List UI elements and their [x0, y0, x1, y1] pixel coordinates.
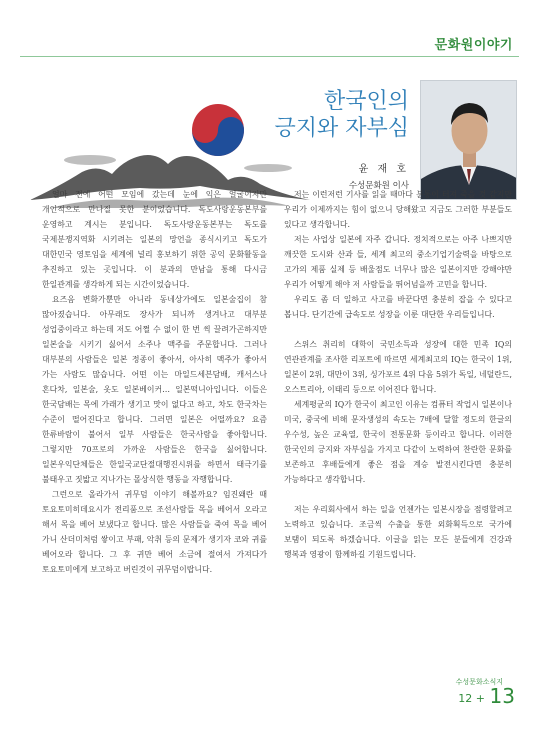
page-range: 12 +	[458, 692, 485, 705]
body-column-left	[42, 187, 267, 577]
page-number: 13	[489, 684, 515, 708]
title-line-1: 한국인의	[323, 89, 409, 114]
magazine-name: 수성문화소식지	[455, 678, 503, 686]
body-paragraph: 그런으로 올라가서 귀무덤 이야기 해볼까요? 임진왜란 때 토요토미히데요시가 전리품으로 조선사람들 목을 베어서 오라고 해서 목을 베어 보냈다고 합니다. 많은 사람들을 죽여 목을 베어 가니 산더미처럼 쌓이고 부패, 악취 등의 문제가 생기자 코와 귀를 베어오라 합니다. 그 후 귀만 베어 소금에 절여서 가져다가 토요토미에게 보고하고 버린것이 귀무덤이랍니다.	[42, 490, 267, 574]
body-paragraph: 저는 우리회사에서 하는 일을 언젠가는 일본시장을 점령할려고 노력하고 있습니다. 조금씩 수출을 통한 외화획득으로 국가에 보탬이 되도록 하겠습니다. 이글을 읽는 모든 분들에게 건강과 행복과 영광이 함께하길 기원드립니다.	[284, 505, 512, 559]
taegeuk-icon	[192, 104, 244, 156]
section-label: 문화원이야기	[434, 38, 513, 53]
body-paragraph: 얼마 전에 어떤 모임에 갔는데 눈에 익은 얼굴이지만 개인적으로 만나질 못한 분이었습니다. 독도사랑운동본부를 운영하고 계시는 분입니다. 독도사랑운동본부는 독도를 국제분쟁지역화 시키려는 일본의 망언을 종식시키고 독도가 대한민국 영토임을 세계에 널리 홍보하기 위한 공익 문화활동을 추진하고 있는 곳입니다. 이 분과의 만남을 통해 다시금 한일관계를 생각하게 되는 시간이었습니다.	[42, 190, 267, 289]
body-paragraph: 요즈음 변화가뿐만 아니라 동네상가에도 일본술집이 참 많아졌습니다. 아무래도 장사가 되니까 생겨나고 대부분 성업중이라고 하는데 저도 어쩔 수 없이 한 번 씩 끌려가곤하지만 일본술을 시키기 싫어서 소주나 맥주를 주문합니다. 그러나 대부분의 사람들은 일본 정종이 좋아서, 아사히 맥주가 좋아서 가는 사람도 많습니다. 어떤 이는 마일드세븐담배, 캐서스나 혼다차, 일본술, 옷도 일본베이커… 일본떡니아입니다. 이들은 한국담배는 목에 가래가 생기고 맛이 없다고 하고, 차도 한국차는 수준이 떨어진다고 합니다. 그러면 일본은 어떨까요? 요즘 한류바람이 불어서 일부 사람들은 한국사람을 좋아합니다. 그렇지만 70프로의 가까운 사람들은 한국을 싫어합니다. 일본우익단체들은 한일국교단절대행진시위를 하면서 태극기를 불태우고 짓밟고 지나가는 몰상식한 행동을 자행합니다.	[42, 295, 267, 484]
section-divider	[20, 56, 519, 57]
author-photo	[420, 80, 517, 200]
body-column-right	[284, 187, 512, 562]
body-paragraph: 저는 사업상 일본에 자주 갑니다. 정치적으로는 아주 나쁘지만 깨끗한 도시와 산과 들, 세계 최고의 중소기업기술력을 바탕으로 고가의 제품 실제 등 배울점도 너무나 많은 일본이지만 강해야만 우리가 어떻게 해야 저 사람들을 뛰어넘을까 고민을 합니다.	[284, 235, 512, 289]
title-line-2: 긍지와 자부심	[274, 116, 409, 141]
body-paragraph: 우리도 좀 더 일하고 사고를 바꾼다면 충분히 잡을 수 있다고 봅니다. 단기간에 급속도로 성장을 이룬 대단한 우리들입니다.	[284, 295, 512, 319]
body-paragraph: 저는 이런저런 기사를 읽을 때마다 분통이 터져 죽을 것 같지만 우리가 이제까지는 힘이 없으니 당해왔고 지금도 그러한 부분들도 있다고 생각합니다.	[284, 190, 512, 229]
author-name: 윤 재 호	[358, 164, 409, 175]
article-title	[274, 88, 409, 142]
body-paragraph: 세계평균의 IQ가 한국이 최고인 이유는 컴퓨터 작업시 일본이나 미국, 중국에 비해 문자생성의 속도는 7배에 달할 정도의 한글의 우수성, 높은 교육열, 한국이 전통문화 등이라고 합니다. 이러한 한국인의 긍지와 자부심을 가지고 다같이 노력하여 찬란한 문화를 보존하고 후배들에게 좋은 점을 계승 발전시킨다면 충분히 가능하다고 생각합니다.	[284, 400, 512, 484]
portrait-icon	[421, 81, 517, 200]
body-paragraph: 스위스 취리히 대학이 국민소득과 성장에 대한 민족 IQ의 연관관계를 조사한 리포트에 따르면 세계최고의 IQ는 한국이 1위, 일본이 2위, 대만이 3위, 싱가포르 4위 다음 5위가 독일, 네덜란드, 오스트리아, 이태리 등으로 이어진다 합니다.	[284, 340, 513, 394]
author-role: 수성문화원 이사	[348, 181, 409, 191]
